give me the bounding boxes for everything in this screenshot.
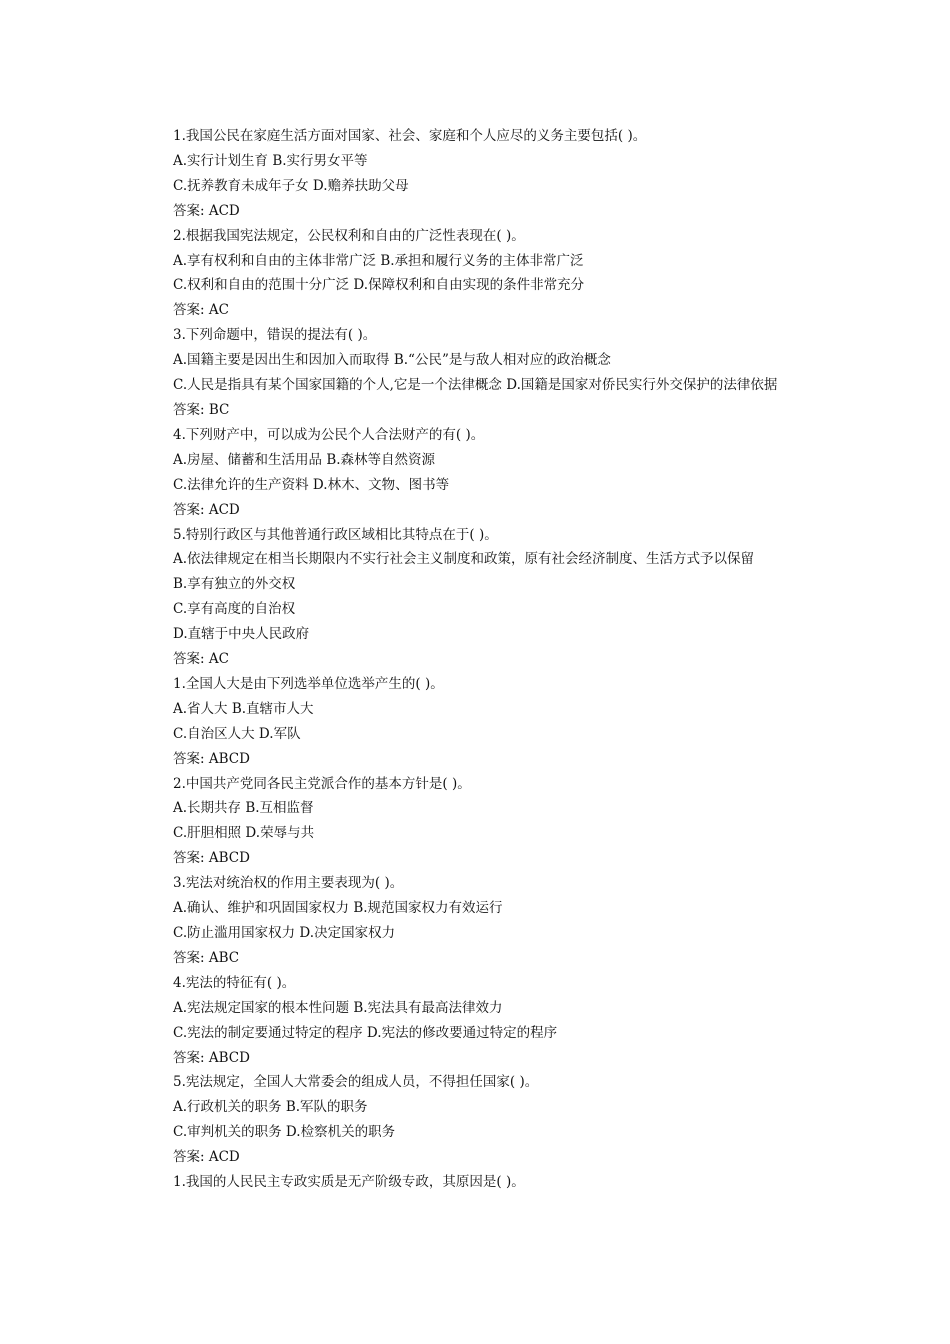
answer-text: 答案: AC <box>173 302 229 319</box>
question-text: 4.下列财产中，可以成为公民个人合法财产的有( )。 <box>173 426 485 443</box>
option-text: C.法律允许的生产资料 D.林木、文物、图书等 <box>173 476 450 493</box>
question-text: 3.下列命题中，错误的提法有( )。 <box>173 327 377 344</box>
option-text: A.房屋、储蓄和生活用品 B.森林等自然资源 <box>173 451 436 468</box>
option-text: C.宪法的制定要通过特定的程序 D.宪法的修改要通过特定的程序 <box>173 1024 558 1041</box>
answer-text: 答案: ACD <box>173 202 240 219</box>
answer-text: 答案: BC <box>173 401 230 418</box>
option-text: C.肝胆相照 D.荣辱与共 <box>173 825 315 842</box>
answer-text: 答案: ABCD <box>173 750 250 767</box>
option-text: A.享有权利和自由的主体非常广泛 B.承担和履行义务的主体非常广泛 <box>173 252 584 269</box>
option-text: A.长期共存 B.互相监督 <box>173 800 314 817</box>
option-text: C.人民是指具有某个国家国籍的个人,它是一个法律概念 D.国籍是国家对侨民实行外交保护的法律依据 <box>173 377 778 394</box>
option-text: A.省人大 B.直辖市人大 <box>173 700 314 717</box>
option-text: C.抚养教育未成年子女 D.赡养扶助父母 <box>173 177 409 194</box>
question-text: 1.我国的人民民主专政实质是无产阶级专政，其原因是( )。 <box>173 1174 525 1191</box>
option-text: C.享有高度的自治权 <box>173 601 296 618</box>
question-text: 5.特别行政区与其他普通行政区域相比其特点在于( )。 <box>173 526 498 543</box>
option-text: C.权利和自由的范围十分广泛 D.保障权利和自由实现的条件非常充分 <box>173 277 585 294</box>
option-text: A.依法律规定在相当长期限内不实行社会主义制度和政策，原有社会经济制度、生活方式予以保留 <box>173 551 755 568</box>
option-text: C.自治区人大 D.军队 <box>173 725 301 742</box>
option-text: A.行政机关的职务 B.军队的职务 <box>173 1099 368 1116</box>
question-text: 2.中国共产党同各民主党派合作的基本方针是( )。 <box>173 775 471 792</box>
option-text: A.国籍主要是因出生和因加入而取得 B.“公民”是与敌人相对应的政治概念 <box>173 352 611 369</box>
question-text: 3.宪法对统治权的作用主要表现为( )。 <box>173 875 404 892</box>
option-text: C.审判机关的职务 D.检察机关的职务 <box>173 1124 396 1141</box>
answer-text: 答案: ABCD <box>173 1049 250 1066</box>
question-text: 5.宪法规定，全国人大常委会的组成人员，不得担任国家( )。 <box>173 1074 539 1091</box>
question-text: 4.宪法的特征有( )。 <box>173 974 296 991</box>
answer-text: 答案: ACD <box>173 1149 240 1166</box>
answer-text: 答案: AC <box>173 651 229 668</box>
question-text: 2.根据我国宪法规定，公民权利和自由的广泛性表现在( )。 <box>173 227 525 244</box>
option-text: D.直辖于中央人民政府 <box>173 626 310 643</box>
document-body <box>145 124 813 1195</box>
answer-text: 答案: ABC <box>173 949 240 966</box>
option-text: C.防止滥用国家权力 D.决定国家权力 <box>173 925 396 941</box>
option-text: B.享有独立的外交权 <box>173 576 296 593</box>
option-text: A.确认、维护和巩固国家权力 B.规范国家权力有效运行 <box>173 900 503 917</box>
question-text: 1.我国公民在家庭生活方面对国家、社会、家庭和个人应尽的义务主要包括( )。 <box>173 128 647 144</box>
answer-text: 答案: ACD <box>173 501 240 518</box>
option-text: A.实行计划生育 B.实行男女平等 <box>173 152 368 169</box>
answer-text: 答案: ABCD <box>173 850 250 867</box>
question-text: 1.全国人大是由下列选举单位选举产生的( )。 <box>173 675 444 692</box>
option-text: A.宪法规定国家的根本性问题 B.宪法具有最高法律效力 <box>173 999 503 1016</box>
